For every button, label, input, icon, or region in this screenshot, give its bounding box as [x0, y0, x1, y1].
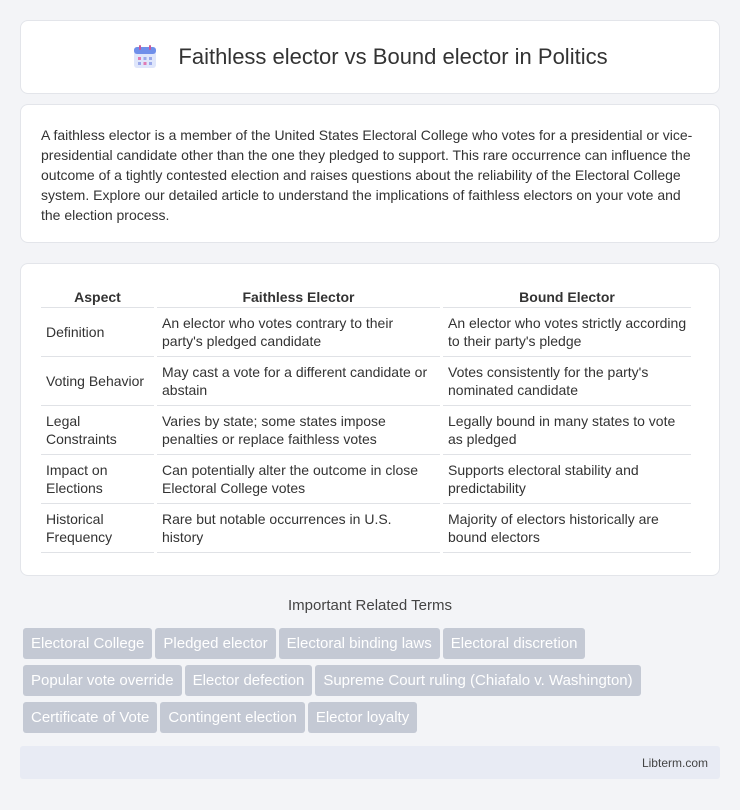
table-cell: Majority of electors historically are bound electors — [443, 504, 691, 553]
column-header-aspect: Aspect — [41, 286, 154, 308]
column-header-faithless: Faithless Elector — [157, 286, 440, 308]
table-row — [41, 406, 691, 455]
intro-text: A faithless elector is a member of the United States Electoral College who votes for a presidential or vice-presidential candidate other than the one they pledged to support. This rare occurrence can influence the outcome of a tightly contested election and raises questions about the reliability of the Electoral College system. Explore our detailed article to understand the implications of faithless electors on your vote and the election process. — [41, 127, 693, 223]
table-header-row — [41, 286, 691, 308]
table-cell: Votes consistently for the party's nominated candidate — [443, 357, 691, 406]
table-row — [41, 308, 691, 357]
related-term-tag[interactable]: Popular vote override — [23, 665, 182, 696]
related-term-tag[interactable]: Electoral College — [23, 628, 152, 659]
table-cell: May cast a vote for a different candidate or abstain — [157, 357, 440, 406]
page-title: Faithless elector vs Bound elector in Politics — [178, 44, 608, 69]
calendar-icon — [132, 44, 158, 70]
comparison-table — [38, 286, 694, 553]
table-cell: Varies by state; some states impose penalties or replace faithless votes — [157, 406, 440, 455]
footer — [20, 746, 720, 779]
table-row — [41, 357, 691, 406]
table-row — [41, 455, 691, 504]
footer-site-link[interactable]: Libterm.com — [641, 756, 708, 770]
related-term-tag[interactable]: Elector loyalty — [308, 702, 417, 733]
related-term-tag[interactable]: Contingent election — [160, 702, 304, 733]
related-term-tag[interactable]: Certificate of Vote — [23, 702, 157, 733]
related-term-tag[interactable]: Supreme Court ruling (Chiafalo v. Washington) — [315, 665, 640, 696]
related-terms-title: Important Related Terms — [288, 597, 452, 614]
table-cell: An elector who votes strictly according to their party's pledge — [443, 308, 691, 357]
related-term-tag[interactable]: Elector defection — [185, 665, 313, 696]
related-term-tag[interactable]: Electoral binding laws — [279, 628, 440, 659]
table-cell: Definition — [41, 308, 154, 357]
related-term-tag[interactable]: Pledged elector — [155, 628, 275, 659]
table-cell: Historical Frequency — [41, 504, 154, 553]
related-terms-list — [23, 628, 723, 739]
table-cell: Legal Constraints — [41, 406, 154, 455]
table-cell: Impact on Elections — [41, 455, 154, 504]
intro-card — [20, 104, 720, 243]
comparison-table-card — [20, 263, 720, 576]
table-cell: Supports electoral stability and predictability — [443, 455, 691, 504]
table-cell: Can potentially alter the outcome in close Electoral College votes — [157, 455, 440, 504]
table-cell: Rare but notable occurrences in U.S. history — [157, 504, 440, 553]
table-row — [41, 504, 691, 553]
table-cell: An elector who votes contrary to their party's pledged candidate — [157, 308, 440, 357]
table-cell: Voting Behavior — [41, 357, 154, 406]
related-term-tag[interactable]: Electoral discretion — [443, 628, 586, 659]
table-cell: Legally bound in many states to vote as pledged — [443, 406, 691, 455]
column-header-bound: Bound Elector — [443, 286, 691, 308]
title-card — [20, 20, 720, 94]
